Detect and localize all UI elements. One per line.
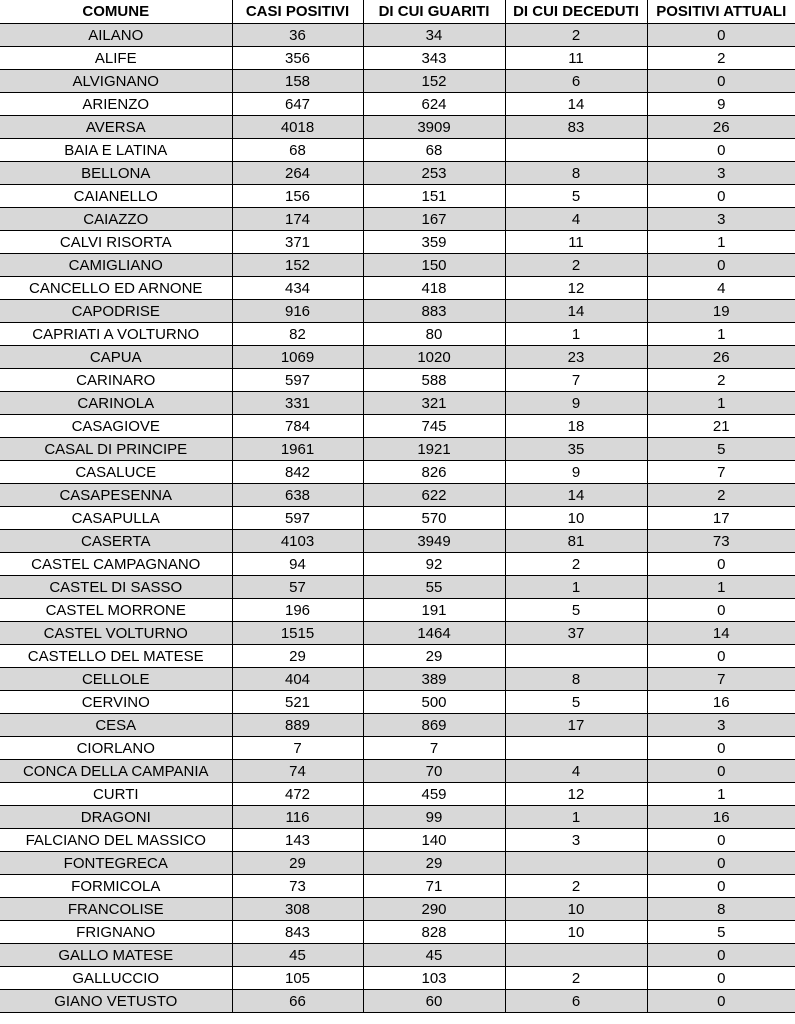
cell-guariti: 500 [363,691,505,714]
cell-positivi-attuali: 0 [647,990,795,1013]
cell-casi-positivi: 638 [232,484,363,507]
cell-guariti: 167 [363,208,505,231]
cell-guariti: 55 [363,576,505,599]
cell-comune: CASTEL CAMPAGNANO [0,553,232,576]
cell-casi-positivi: 472 [232,783,363,806]
cell-comune: FONTEGRECA [0,852,232,875]
cell-guariti: 418 [363,277,505,300]
cell-guariti: 140 [363,829,505,852]
cell-deceduti: 4 [505,208,647,231]
cell-casi-positivi: 647 [232,93,363,116]
cell-comune: FRANCOLISE [0,898,232,921]
cell-casi-positivi: 434 [232,277,363,300]
cell-deceduti: 1 [505,806,647,829]
cell-casi-positivi: 308 [232,898,363,921]
cell-positivi-attuali: 2 [647,369,795,392]
table-row [0,760,795,783]
cell-comune: CAPODRISE [0,300,232,323]
cell-guariti: 152 [363,70,505,93]
cell-guariti: 1464 [363,622,505,645]
cell-positivi-attuali: 7 [647,668,795,691]
cell-deceduti: 2 [505,967,647,990]
cell-comune: CASTEL DI SASSO [0,576,232,599]
cell-positivi-attuali: 4 [647,277,795,300]
cell-guariti: 389 [363,668,505,691]
cell-comune: CAMIGLIANO [0,254,232,277]
table-row [0,277,795,300]
cell-comune: ALVIGNANO [0,70,232,93]
cell-guariti: 45 [363,944,505,967]
cell-casi-positivi: 45 [232,944,363,967]
cell-positivi-attuali: 21 [647,415,795,438]
cell-comune: CALVI RISORTA [0,231,232,254]
cell-deceduti: 10 [505,507,647,530]
cell-positivi-attuali: 1 [647,783,795,806]
cell-casi-positivi: 7 [232,737,363,760]
cell-comune: CASALUCE [0,461,232,484]
cell-guariti: 29 [363,852,505,875]
cell-casi-positivi: 356 [232,47,363,70]
cell-guariti: 826 [363,461,505,484]
cell-casi-positivi: 597 [232,507,363,530]
cell-comune: GIANO VETUSTO [0,990,232,1013]
cell-comune: CAPUA [0,346,232,369]
cell-positivi-attuali: 2 [647,47,795,70]
cell-deceduti: 6 [505,70,647,93]
cell-casi-positivi: 116 [232,806,363,829]
cell-deceduti: 3 [505,829,647,852]
header-comune: COMUNE [0,0,232,24]
cell-positivi-attuali: 3 [647,208,795,231]
cell-casi-positivi: 105 [232,967,363,990]
cell-casi-positivi: 889 [232,714,363,737]
table-row [0,323,795,346]
cell-comune: ARIENZO [0,93,232,116]
cell-positivi-attuali: 1 [647,231,795,254]
cell-comune: CANCELLO ED ARNONE [0,277,232,300]
cell-deceduti: 23 [505,346,647,369]
cell-deceduti: 7 [505,369,647,392]
cell-guariti: 29 [363,645,505,668]
cell-comune: BAIA E LATINA [0,139,232,162]
table-row [0,691,795,714]
cell-deceduti: 17 [505,714,647,737]
cell-casi-positivi: 404 [232,668,363,691]
cell-deceduti: 11 [505,47,647,70]
cell-positivi-attuali: 14 [647,622,795,645]
table-row [0,461,795,484]
cell-guariti: 624 [363,93,505,116]
cell-comune: CESA [0,714,232,737]
cell-comune: DRAGONI [0,806,232,829]
table-row [0,622,795,645]
cell-guariti: 7 [363,737,505,760]
cell-deceduti: 1 [505,323,647,346]
cell-casi-positivi: 784 [232,415,363,438]
cell-positivi-attuali: 26 [647,346,795,369]
cell-casi-positivi: 156 [232,185,363,208]
cell-positivi-attuali: 0 [647,553,795,576]
cell-guariti: 103 [363,967,505,990]
cell-positivi-attuali: 0 [647,185,795,208]
cell-positivi-attuali: 1 [647,576,795,599]
cell-guariti: 321 [363,392,505,415]
header-guariti: DI CUI GUARITI [363,0,505,24]
table-row [0,967,795,990]
cell-guariti: 34 [363,24,505,47]
cell-casi-positivi: 174 [232,208,363,231]
cell-comune: CARINOLA [0,392,232,415]
cell-positivi-attuali: 16 [647,806,795,829]
table-row [0,162,795,185]
cell-positivi-attuali: 3 [647,162,795,185]
cell-positivi-attuali: 0 [647,852,795,875]
table-row [0,438,795,461]
cell-casi-positivi: 66 [232,990,363,1013]
table-row [0,93,795,116]
cell-comune: CAPRIATI A VOLTURNO [0,323,232,346]
table-row [0,530,795,553]
cell-casi-positivi: 29 [232,852,363,875]
cell-comune: FALCIANO DEL MASSICO [0,829,232,852]
cell-positivi-attuali: 17 [647,507,795,530]
cell-casi-positivi: 94 [232,553,363,576]
table-row [0,921,795,944]
header-casi-positivi: CASI POSITIVI [232,0,363,24]
table-row [0,507,795,530]
table-row [0,254,795,277]
cell-deceduti: 14 [505,300,647,323]
table-row [0,47,795,70]
cell-deceduti [505,737,647,760]
cell-guariti: 92 [363,553,505,576]
cell-deceduti: 5 [505,185,647,208]
cell-casi-positivi: 29 [232,645,363,668]
cell-guariti: 253 [363,162,505,185]
cell-casi-positivi: 152 [232,254,363,277]
cell-deceduti: 10 [505,921,647,944]
cell-comune: AVERSA [0,116,232,139]
cell-casi-positivi: 1961 [232,438,363,461]
table-row [0,231,795,254]
cell-positivi-attuali: 5 [647,921,795,944]
cell-positivi-attuali: 3 [647,714,795,737]
cell-casi-positivi: 371 [232,231,363,254]
cell-comune: CASAPULLA [0,507,232,530]
table-row [0,783,795,806]
cell-positivi-attuali: 7 [647,461,795,484]
cell-comune: ALIFE [0,47,232,70]
cell-positivi-attuali: 5 [647,438,795,461]
cell-guariti: 80 [363,323,505,346]
cell-deceduti: 2 [505,254,647,277]
cell-deceduti: 12 [505,277,647,300]
cell-comune: AILANO [0,24,232,47]
cell-comune: CASTEL MORRONE [0,599,232,622]
cell-guariti: 191 [363,599,505,622]
table-row [0,392,795,415]
cell-deceduti: 81 [505,530,647,553]
cell-casi-positivi: 4103 [232,530,363,553]
cell-deceduti [505,944,647,967]
cell-positivi-attuali: 0 [647,967,795,990]
cell-casi-positivi: 68 [232,139,363,162]
cell-casi-positivi: 143 [232,829,363,852]
cell-comune: GALLO MATESE [0,944,232,967]
cell-positivi-attuali: 1 [647,392,795,415]
cell-deceduti: 18 [505,415,647,438]
cell-positivi-attuali: 0 [647,645,795,668]
cell-deceduti: 11 [505,231,647,254]
cell-deceduti: 12 [505,783,647,806]
cell-deceduti: 8 [505,162,647,185]
cell-comune: CERVINO [0,691,232,714]
cell-positivi-attuali: 0 [647,599,795,622]
cell-casi-positivi: 916 [232,300,363,323]
cell-comune: CASAPESENNA [0,484,232,507]
cell-guariti: 99 [363,806,505,829]
cell-deceduti: 37 [505,622,647,645]
cell-guariti: 150 [363,254,505,277]
cell-comune: CURTI [0,783,232,806]
table-row [0,668,795,691]
cell-guariti: 1921 [363,438,505,461]
cell-deceduti: 2 [505,553,647,576]
cell-guariti: 3949 [363,530,505,553]
cell-deceduti: 6 [505,990,647,1013]
cell-deceduti: 83 [505,116,647,139]
cell-deceduti: 14 [505,484,647,507]
cell-deceduti: 2 [505,875,647,898]
cell-casi-positivi: 82 [232,323,363,346]
table-row [0,898,795,921]
table-row [0,576,795,599]
table-row [0,852,795,875]
cell-deceduti: 5 [505,691,647,714]
table-row [0,484,795,507]
cell-deceduti: 9 [505,392,647,415]
cell-guariti: 60 [363,990,505,1013]
table-row [0,944,795,967]
cell-comune: CIORLANO [0,737,232,760]
table-row [0,875,795,898]
cell-comune: CASTELLO DEL MATESE [0,645,232,668]
cell-deceduti: 14 [505,93,647,116]
table-row [0,369,795,392]
cell-positivi-attuali: 9 [647,93,795,116]
table-header-row [0,0,795,24]
cell-comune: GALLUCCIO [0,967,232,990]
cell-casi-positivi: 331 [232,392,363,415]
cell-positivi-attuali: 0 [647,139,795,162]
table-row [0,599,795,622]
cell-deceduti [505,852,647,875]
cell-casi-positivi: 73 [232,875,363,898]
cell-deceduti: 8 [505,668,647,691]
cell-casi-positivi: 74 [232,760,363,783]
cell-comune: BELLONA [0,162,232,185]
table-row [0,24,795,47]
cell-guariti: 869 [363,714,505,737]
cell-positivi-attuali: 0 [647,24,795,47]
table-row [0,829,795,852]
cell-deceduti: 35 [505,438,647,461]
cell-comune: CASAGIOVE [0,415,232,438]
cell-deceduti [505,139,647,162]
cell-positivi-attuali: 0 [647,829,795,852]
cell-comune: FRIGNANO [0,921,232,944]
cell-casi-positivi: 264 [232,162,363,185]
cell-guariti: 3909 [363,116,505,139]
table-row [0,737,795,760]
table-row [0,70,795,93]
cell-guariti: 290 [363,898,505,921]
table-row [0,116,795,139]
cell-comune: CASTEL VOLTURNO [0,622,232,645]
table-row [0,185,795,208]
cell-casi-positivi: 1069 [232,346,363,369]
cell-casi-positivi: 521 [232,691,363,714]
cell-casi-positivi: 4018 [232,116,363,139]
cell-positivi-attuali: 0 [647,737,795,760]
cell-comune: CASERTA [0,530,232,553]
cell-guariti: 68 [363,139,505,162]
cell-deceduti: 2 [505,24,647,47]
cell-positivi-attuali: 0 [647,875,795,898]
cell-guariti: 70 [363,760,505,783]
table-row [0,645,795,668]
cell-comune: CONCA DELLA CAMPANIA [0,760,232,783]
cell-deceduti: 1 [505,576,647,599]
cell-guariti: 570 [363,507,505,530]
cell-casi-positivi: 158 [232,70,363,93]
cell-positivi-attuali: 2 [647,484,795,507]
cell-positivi-attuali: 19 [647,300,795,323]
cell-deceduti: 5 [505,599,647,622]
table-row [0,208,795,231]
cell-comune: CAIAZZO [0,208,232,231]
cell-deceduti: 9 [505,461,647,484]
cell-guariti: 622 [363,484,505,507]
table-row [0,346,795,369]
cell-guariti: 745 [363,415,505,438]
table-row [0,300,795,323]
table-row [0,415,795,438]
cell-guariti: 883 [363,300,505,323]
cell-casi-positivi: 196 [232,599,363,622]
cell-positivi-attuali: 73 [647,530,795,553]
table-row [0,990,795,1013]
cell-guariti: 359 [363,231,505,254]
cell-positivi-attuali: 0 [647,944,795,967]
cell-deceduti [505,645,647,668]
cell-guariti: 828 [363,921,505,944]
cell-guariti: 588 [363,369,505,392]
cell-guariti: 459 [363,783,505,806]
cell-guariti: 1020 [363,346,505,369]
cell-positivi-attuali: 0 [647,760,795,783]
cell-casi-positivi: 843 [232,921,363,944]
cell-positivi-attuali: 1 [647,323,795,346]
cell-comune: CARINARO [0,369,232,392]
table-row [0,553,795,576]
cell-casi-positivi: 842 [232,461,363,484]
cell-comune: FORMICOLA [0,875,232,898]
cell-casi-positivi: 1515 [232,622,363,645]
cell-positivi-attuali: 0 [647,254,795,277]
cell-comune: CELLOLE [0,668,232,691]
cell-deceduti: 4 [505,760,647,783]
table-row [0,714,795,737]
table-row [0,806,795,829]
cell-comune: CASAL DI PRINCIPE [0,438,232,461]
cell-casi-positivi: 57 [232,576,363,599]
cell-comune: CAIANELLO [0,185,232,208]
cell-casi-positivi: 597 [232,369,363,392]
cell-positivi-attuali: 26 [647,116,795,139]
cell-positivi-attuali: 8 [647,898,795,921]
cell-guariti: 71 [363,875,505,898]
cell-positivi-attuali: 0 [647,70,795,93]
header-positivi-attuali: POSITIVI ATTUALI [647,0,795,24]
cell-guariti: 343 [363,47,505,70]
cell-casi-positivi: 36 [232,24,363,47]
table-row [0,139,795,162]
header-deceduti: DI CUI DECEDUTI [505,0,647,24]
cell-positivi-attuali: 16 [647,691,795,714]
cell-guariti: 151 [363,185,505,208]
cell-deceduti: 10 [505,898,647,921]
